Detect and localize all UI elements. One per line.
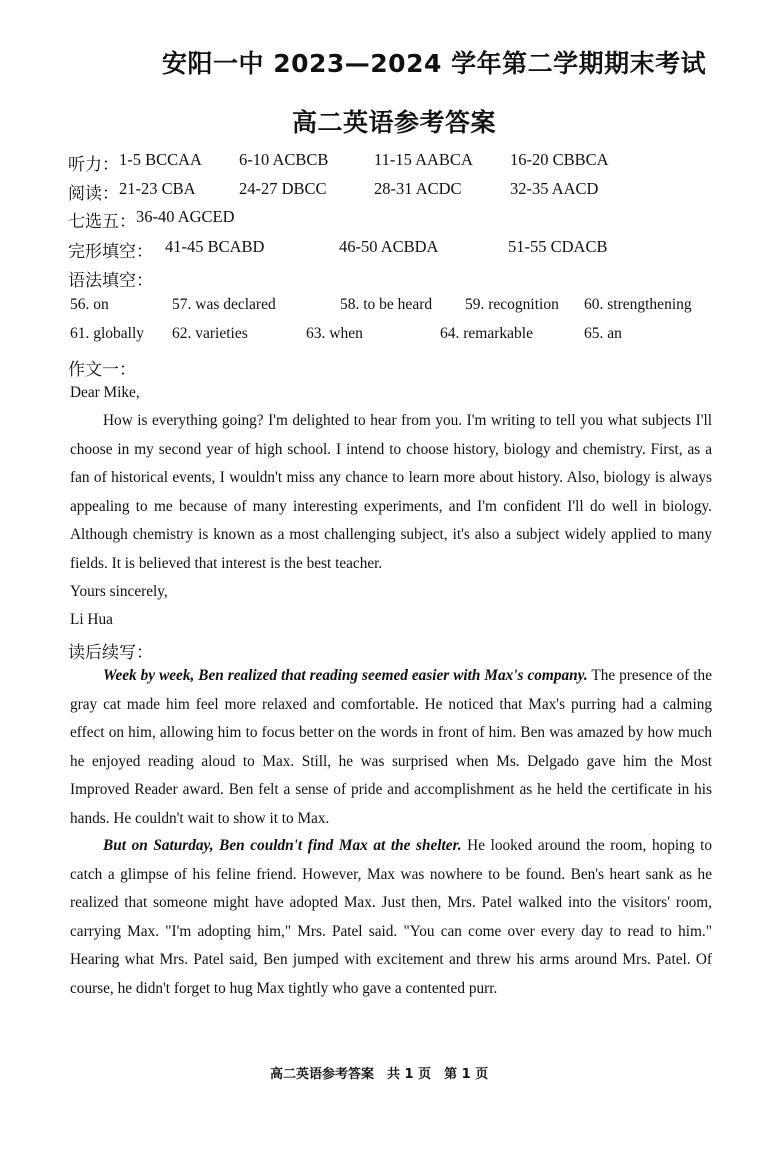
reading-group: 24-27 DBCC: [239, 179, 327, 198]
cloze-group: 41-45 BCABD: [165, 237, 265, 256]
listening-group: 16-20 CBBCA: [510, 150, 609, 169]
essay1-signature: Li Hua: [70, 611, 113, 628]
listening-group: 1-5 BCCAA: [119, 150, 202, 169]
grammar-answer: 63. when: [306, 325, 363, 342]
grammar-label: 语法填空：: [68, 271, 153, 291]
essay1-label: 作文一：: [68, 360, 136, 380]
seven-choose-five-label: 七选五：: [68, 212, 136, 232]
grammar-answer: 64. remarkable: [440, 325, 533, 342]
essay1-salutation: Dear Mike,: [70, 384, 140, 401]
continuation-label: 读后续写：: [68, 643, 153, 663]
reading-group: 32-35 AACD: [510, 179, 599, 198]
grammar-answer: 56. on: [70, 296, 109, 313]
grammar-answer: 58. to be heard: [340, 296, 433, 313]
grammar-answer: 60. strengthening: [584, 296, 692, 313]
cloze-group: 46-50 ACBDA: [339, 237, 439, 256]
page-footer: 高二英语参考答案 共 1 页 第 1 页: [270, 1067, 489, 1082]
essay1-closing: Yours sincerely,: [70, 583, 168, 600]
grammar-answer: 65. an: [584, 325, 622, 342]
reading-label: 阅读：: [68, 184, 119, 204]
grammar-answer: 62. varieties: [172, 325, 248, 342]
paragraph-lead-sentence: But on Saturday, Ben couldn't find Max at the shelter.: [103, 837, 462, 854]
cloze-label: 完形填空：: [68, 242, 153, 262]
listening-label: 听力：: [68, 155, 119, 175]
continuation-paragraph-2: [70, 832, 712, 1003]
paragraph-text: He looked around the room, hoping to catch a glimpse of his feline friend. However, Max was nowhere to be found. Ben's heart sank as he realized that someone might have adopted Max. Just then, Mrs. Patel walked into the visitors' room, carrying Max. "I'm adopting him," Mrs. Patel said. "You can come over every day to read to him." Hearing what Mrs. Patel said, Ben jumped with excitement and threw his arms around Mrs. Patel. Of course, he didn't forget to hug Max tightly who gave a contented purr.: [70, 837, 712, 997]
reading-group: 21-23 CBA: [119, 179, 196, 198]
grammar-answer: 57. was declared: [172, 296, 276, 313]
page-title: 安阳一中 2023—2024 学年第二学期期末考试: [162, 49, 707, 78]
essay1-body: How is everything going? I'm delighted to hear from you. I'm writing to tell you what subjects I'll choose in my second year of high school. I intend to choose history, biology and chemistry. First, as a fan of historical events, I wouldn't miss any chance to learn more about history. Also, biology is always appealing to me because of many interesting experiments, and I'm confident I'll do well in biology. Although chemistry is known as a most challenging subject, it's also a subject widely applied to many fields. It is believed that interest is the best teacher.: [70, 412, 712, 572]
listening-group: 6-10 ACBCB: [239, 150, 329, 169]
listening-group: 11-15 AABCA: [374, 150, 473, 169]
paragraph-lead-sentence: Week by week, Ben realized that reading seemed easier with Max's company.: [103, 667, 588, 684]
cloze-group: 51-55 CDACB: [508, 237, 608, 256]
reading-group: 28-31 ACDC: [374, 179, 462, 198]
paragraph-text: The presence of the gray cat made him feel more relaxed and comfortable. He noticed that Max's purring had a calming effect on him, allowing him to focus better on the words in front of him. Ben was amazed by how much he enjoyed reading aloud to Max. Still, he was surprised when Ms. Delgado gave him the Most Improved Reader award. Ben felt a sense of pride and accomplishment as he held the certificate in his hands. He couldn't wait to show it to Max.: [70, 667, 712, 827]
continuation-paragraph-1: [70, 662, 712, 833]
page-subtitle: 高二英语参考答案: [292, 108, 497, 137]
seven-choose-five-group: 36-40 AGCED: [136, 207, 235, 226]
grammar-answer: 59. recognition: [465, 296, 559, 313]
grammar-answer: 61. globally: [70, 325, 145, 342]
